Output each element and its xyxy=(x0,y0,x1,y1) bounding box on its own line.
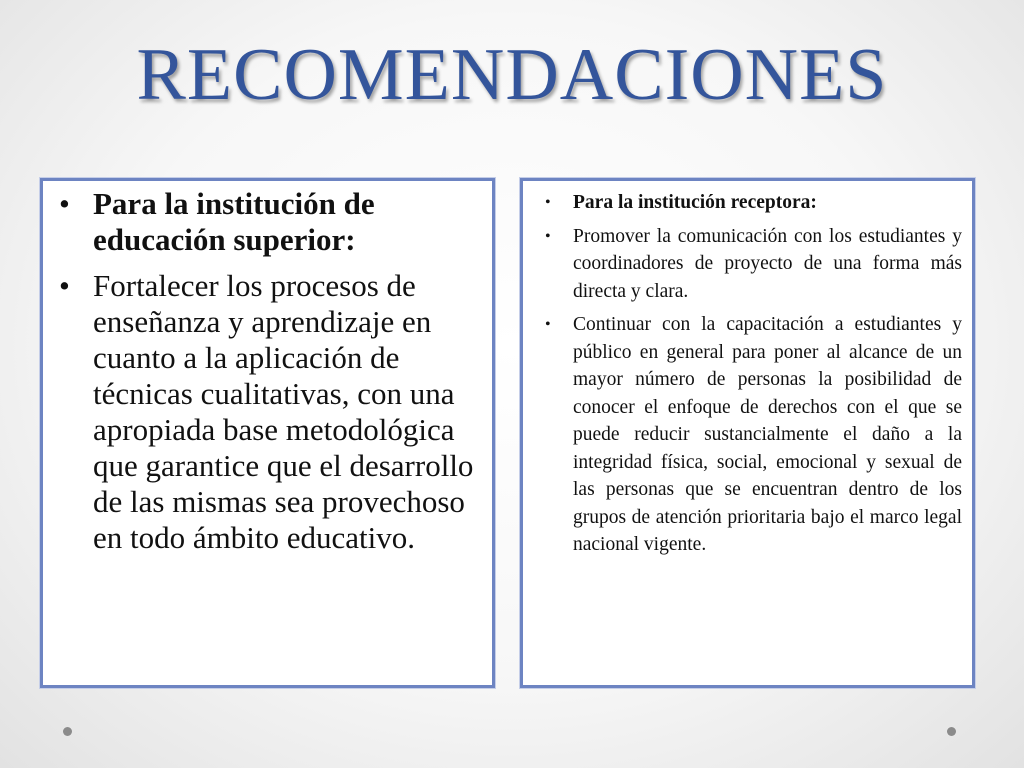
bullet-icon: • xyxy=(545,194,551,211)
bullet-icon: • xyxy=(59,268,70,303)
right-item-text: Promover la comunicación con los estudiantes y coordinadores de proyecto de una forma más directa y clara. xyxy=(573,225,962,302)
left-list-item-heading xyxy=(55,186,480,258)
bullet-icon: • xyxy=(59,186,70,221)
right-bullet-list xyxy=(537,189,962,559)
left-list-item xyxy=(55,268,480,556)
left-heading-text: Para la institución de educación superior: xyxy=(93,186,375,257)
right-heading-text: Para la institución receptora: xyxy=(573,192,817,213)
slide-title: RECOMENDACIONES xyxy=(136,34,888,116)
right-item-text: Continuar con la capacitación a estudiantes y público en general para poner al alcance de un mayor número de personas la posibilidad de conocer el enfoque de derechos con el que se puede reducir sustancialmente el daño a la integridad física, social, emocional y sexual de las personas que se encuentran dentro de los grupos de atención prioritaria bajo el marco legal nacional vigente. xyxy=(573,314,962,555)
decorative-dot-left xyxy=(63,727,72,736)
right-panel xyxy=(520,178,975,688)
right-list-item xyxy=(537,223,962,306)
left-item-text: Fortalecer los procesos de enseñanza y aprendizaje en cuanto a la aplicación de técnicas cualitativas, con una apropiada base metodológica que garantice que el desarrollo de las mismas sea provechoso en todo ámbito educativo. xyxy=(93,268,474,555)
bullet-icon: • xyxy=(545,316,551,333)
bullet-icon: • xyxy=(545,227,551,245)
left-panel xyxy=(40,178,495,688)
left-bullet-list xyxy=(55,186,480,556)
decorative-dot-right xyxy=(947,727,956,736)
right-list-item-heading xyxy=(537,189,962,217)
right-list-item xyxy=(537,311,962,559)
